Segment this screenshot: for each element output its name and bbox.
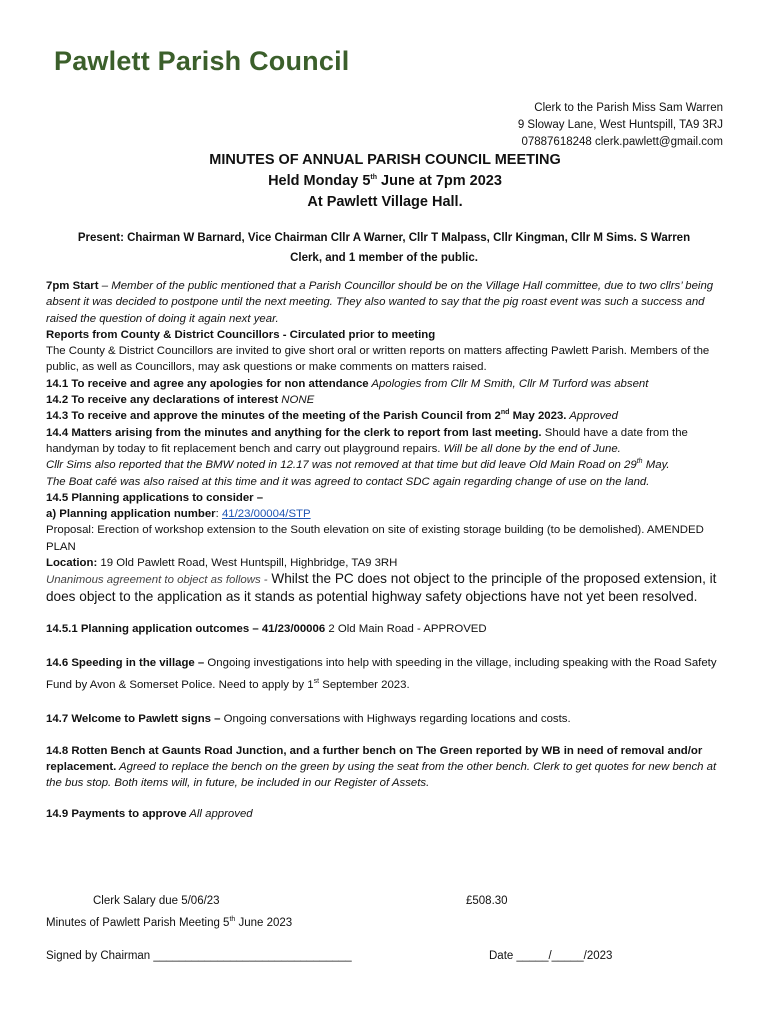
item-14-5-1-label: 14.5.1 Planning application outcomes – 41/23/00006 <box>46 622 326 635</box>
item-14-7-text: Ongoing conversations with Highways regarding locations and costs. <box>220 713 571 726</box>
sims-post: May. <box>642 459 670 472</box>
heading-venue: At Pawlett Village Hall. <box>307 194 463 210</box>
footer-minutes <box>46 917 292 929</box>
start-item <box>46 278 726 327</box>
item-14-4-text: Should have a date from the handyman by today to fit replacement bench and carry out playground repairs. <box>46 426 688 455</box>
planning-location-text: 19 Old Pawlett Road, West Huntspill, Highbridge, TA9 3RH <box>97 557 398 570</box>
planning-proposal: Proposal: Erection of workshop extension to the South elevation on site of existing storage building (to be demolished). AMENDED PLAN <box>46 524 704 553</box>
item-14-7 <box>46 711 726 727</box>
start-text: – Member of the public mentioned that a Parish Councillor should be on the Village Hall committee, due to two cllrs’ being absent it was decided to postpone until the next meeting. They also wanted to say that the pig roast event was such a success and raised the question of doing it again next year. <box>46 280 714 325</box>
item-14-7-label: 14.7 Welcome to Pawlett signs – <box>46 713 221 726</box>
item-14-2-label: 14.2 To receive any declarations of interest <box>46 394 279 407</box>
item-14-3-label-post: May 2023. <box>509 410 567 423</box>
item-14-6-text-pre: Ongoing investigations into help with speeding in the village, including speaking with the Road Safety Fund by Avon & Somerset Police. Need to apply by 1 <box>46 657 717 692</box>
heading-date-sup: th <box>370 174 377 182</box>
clerk-address-block <box>518 100 723 151</box>
item-14-2 <box>46 392 726 408</box>
item-14-4 <box>46 425 726 458</box>
item-14-1-label: 14.1 To receive and agree any apologies for non attendance <box>46 377 369 390</box>
spacer <box>46 637 726 652</box>
item-14-5-title: 14.5 Planning applications to consider – <box>46 491 264 504</box>
present-line-1: Present: Chairman W Barnard, Vice Chairman Cllr A Warner, Cllr T Malpass, Cllr Kingman, Cllr M Sims. S Warren <box>77 232 691 244</box>
planning-objection-text: Whilst the PC does not object to the principle of the proposed extension, it does object to the application as it stands as potential highway safety objections have not yet been resolved. <box>46 571 717 604</box>
item-14-3 <box>46 408 726 424</box>
footer-minutes-post: June 2023 <box>235 917 293 929</box>
spacer <box>46 696 726 711</box>
sims-pre: Cllr Sims also reported that the BMW noted in 12.17 was not removed at that time but did leave Old Main Road on 29 <box>46 459 637 472</box>
planning-objection <box>46 571 726 606</box>
footer-minutes-sup: th <box>229 916 236 924</box>
spacer <box>46 791 726 806</box>
item-14-6-label: 14.6 Speeding in the village – <box>46 657 205 670</box>
clerk-contact: 07887618248 clerk.pawlett@gmail.com <box>521 136 723 148</box>
reports-text: The County & District Councillors are invited to give short oral or written reports on matters affecting Pawlett Parish. Members of the public, as well as Councillors, may ask questions or make comments on matters raised. <box>46 345 710 374</box>
item-14-3-text: Approved <box>566 410 618 423</box>
item-14-9-label: 14.9 Payments to approve <box>46 808 187 821</box>
item-14-3-label-pre: 14.3 To receive and approve the minutes of the meeting of the Parish Council from 2 <box>46 410 501 423</box>
payment-amount: £508.30 <box>466 895 508 907</box>
planning-application-label: a) Planning application number <box>46 508 216 521</box>
item-14-4-sims <box>46 457 726 473</box>
start-label: 7pm Start <box>46 280 99 292</box>
item-14-6-text-post: September 2023. <box>319 679 410 692</box>
item-14-6 <box>46 652 726 696</box>
item-14-1-text: Apologies from Cllr M Smith, Cllr M Turford was absent <box>368 377 649 390</box>
item-14-5-1 <box>46 621 726 637</box>
present-list <box>46 228 722 268</box>
spacer <box>46 606 726 621</box>
item-14-5-1-text: 2 Old Main Road - APPROVED <box>325 622 487 635</box>
planning-location <box>46 555 726 571</box>
planning-application-colon: : <box>215 508 222 521</box>
clerk-address: 9 Sloway Lane, West Huntspill, TA9 3RJ <box>517 119 723 131</box>
council-name: Pawlett Parish Council <box>54 46 350 76</box>
item-14-8-label: 14.8 Rotten Bench at Gaunts Road Junction, and a further bench on The Green reported by WB in need of removal and/or replacement. <box>46 744 703 773</box>
item-14-1 <box>46 376 726 392</box>
planning-application <box>46 506 726 522</box>
date-line: Date _____/_____/2023 <box>489 950 613 962</box>
item-14-9 <box>46 806 726 822</box>
item-14-3-label-sup: nd <box>500 409 510 417</box>
item-14-3-label <box>46 410 566 422</box>
footer-minutes-pre: Minutes of Pawlett Parish Meeting 5 <box>46 917 230 929</box>
heading-date-post: June at 7pm 2023 <box>377 173 502 189</box>
sims-sup: th <box>636 458 643 466</box>
clerk-name: Clerk to the Parish Miss Sam Warren <box>534 102 723 114</box>
payment-item: Clerk Salary due 5/06/23 <box>93 895 220 907</box>
heading-date <box>0 171 770 192</box>
item-14-6-text-sup: st <box>313 678 320 686</box>
present-line-2: Clerk, and 1 member of the public. <box>290 252 478 264</box>
signature-line: Signed by Chairman _______________________________ <box>46 950 352 962</box>
item-14-4-boat: The Boat café was also raised at this time and it was agreed to contact SDC again regarding change of use on the land. <box>46 475 650 488</box>
item-14-4-italic: Will be all done by the end of June. <box>440 442 621 455</box>
item-14-9-text: All approved <box>186 808 253 821</box>
planning-location-label: Location: <box>46 557 98 570</box>
item-14-4-label: 14.4 Matters arising from the minutes and anything for the clerk to report from last meeting. <box>46 426 542 439</box>
reports-title: Reports from County & District Councillors - Circulated prior to meeting <box>46 328 436 341</box>
item-14-8 <box>46 743 726 792</box>
item-14-2-text: NONE <box>278 394 315 407</box>
planning-agreement: Unanimous agreement to object as follows - <box>46 574 268 587</box>
minutes-heading <box>0 150 770 213</box>
item-14-8-text: Agreed to replace the bench on the green by using the seat from the other bench. Clerk to get quotes for new bench at the bus stop. Both items will, in future, be included in our Register of Assets. <box>46 760 717 790</box>
spacer <box>46 728 726 743</box>
planning-application-link[interactable]: 41/23/00004/STP <box>221 508 311 521</box>
minutes-body <box>46 278 726 823</box>
heading-title: MINUTES OF ANNUAL PARISH COUNCIL MEETING <box>209 152 561 168</box>
heading-date-pre: Held Monday 5 <box>268 173 371 189</box>
